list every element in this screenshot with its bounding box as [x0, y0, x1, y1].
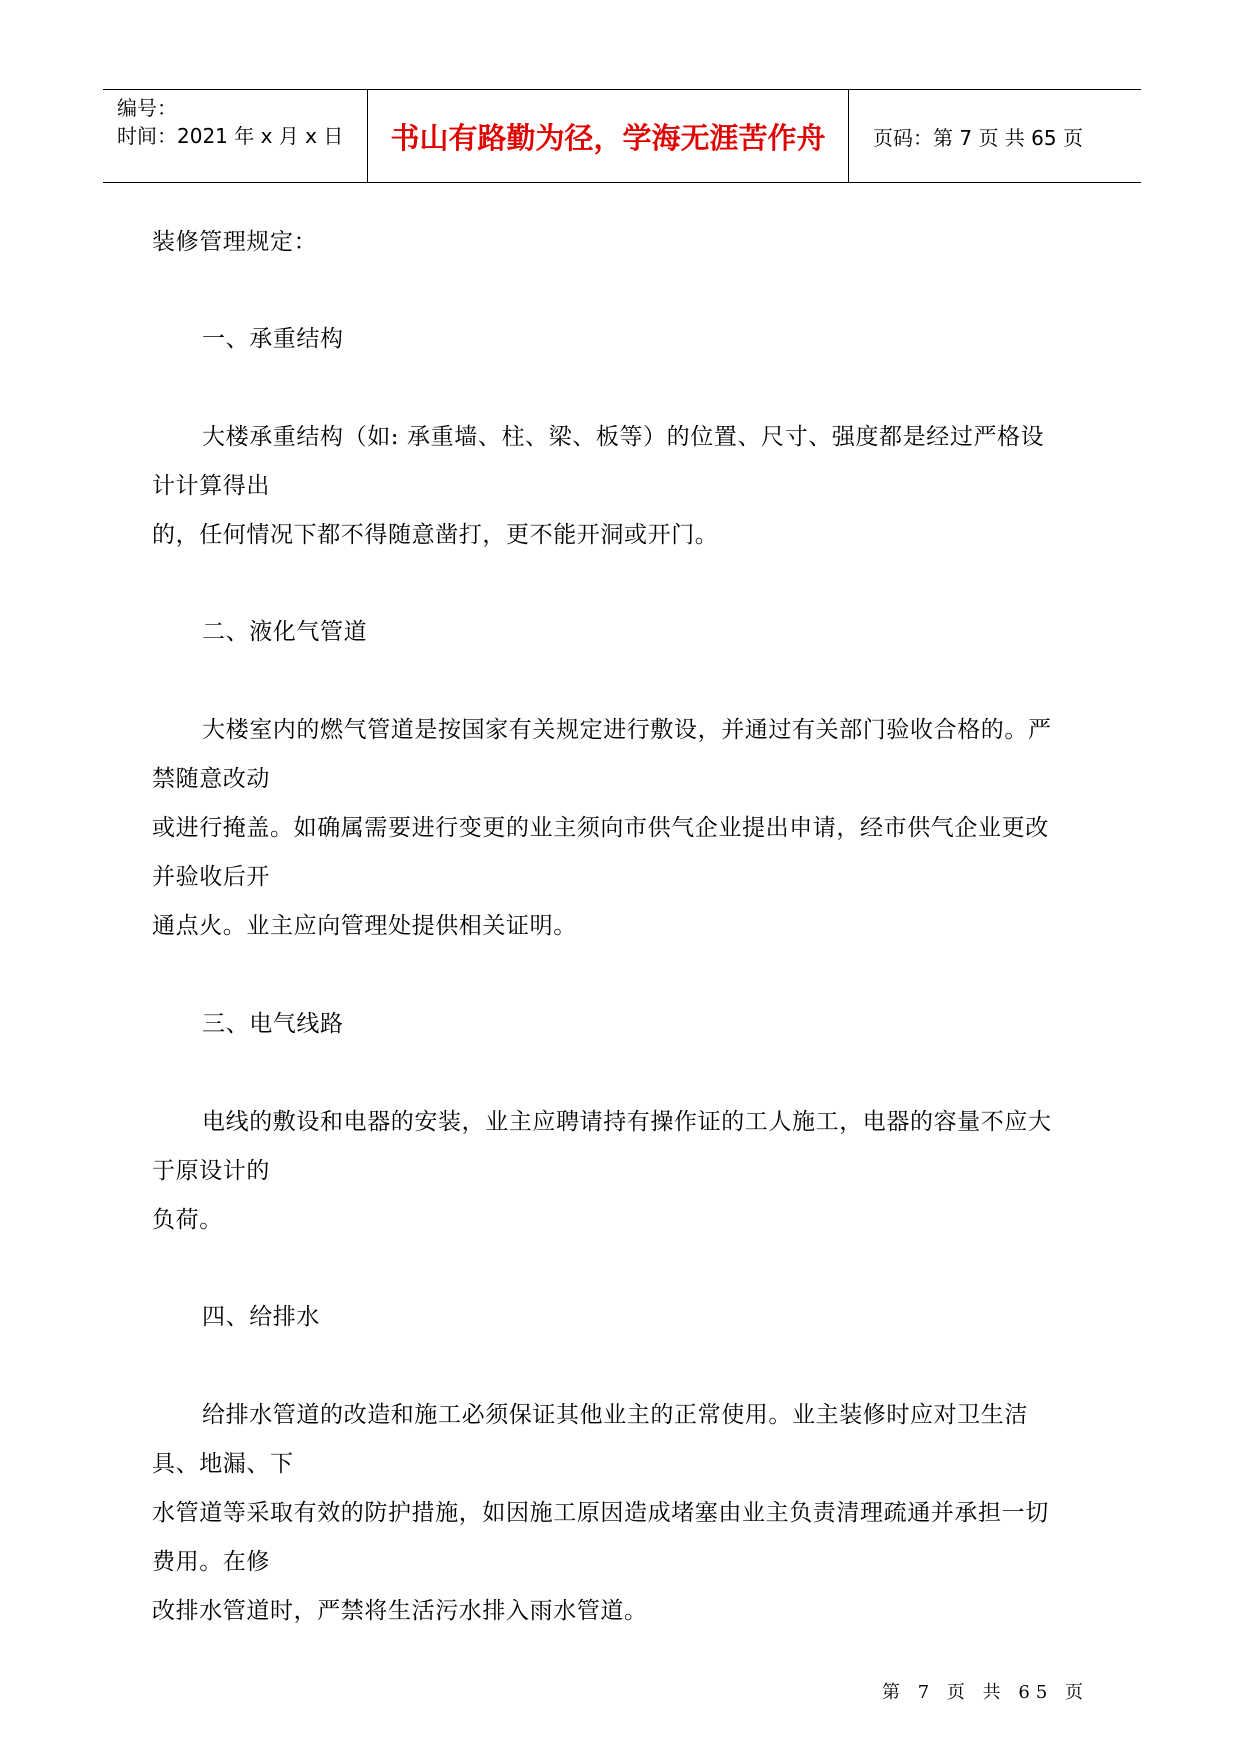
footer-page-number: 第 7 页 共 65 页	[882, 1682, 1089, 1703]
section-2-paragraph-line: 或进行掩盖。如确属需要进行变更的业主须向市供气企业提出申请，经市供气企业更改	[152, 815, 1049, 841]
document-number-label: 编号：	[117, 96, 177, 120]
section-3-paragraph-line: 电线的敷设和电器的安装，业主应聘请持有操作证的工人施工，电器的容量不应大	[202, 1109, 1052, 1135]
section-1-paragraph-line: 计计算得出	[152, 473, 270, 499]
section-4-paragraph-line: 给排水管道的改造和施工必须保证其他业主的正常使用。业主装修时应对卫生洁	[202, 1402, 1028, 1428]
section-3-heading: 三、电气线路	[202, 1011, 344, 1037]
section-2-heading: 二、液化气管道	[202, 619, 368, 645]
page-header	[103, 89, 1141, 183]
header-meta-cell	[103, 90, 368, 182]
section-2-paragraph-line: 禁随意改动	[152, 766, 270, 792]
header-motto: 书山有路勤为径，学海无涯苦作舟	[390, 120, 826, 155]
section-1-heading: 一、承重结构	[202, 326, 344, 352]
section-4-paragraph-line: 水管道等采取有效的防护措施，如因施工原因造成堵塞由业主负责清理疏通并承担一切	[152, 1500, 1049, 1526]
section-4-paragraph-line: 具、地漏、下	[152, 1451, 294, 1477]
document-title: 装修管理规定：	[152, 229, 318, 255]
section-2-paragraph-line: 并验收后开	[152, 864, 270, 890]
section-4-paragraph-line: 改排水管道时，严禁将生活污水排入雨水管道。	[152, 1598, 648, 1624]
section-2-paragraph-line: 通点火。业主应向管理处提供相关证明。	[152, 913, 577, 939]
header-motto-cell	[368, 90, 849, 182]
section-4-heading: 四、给排水	[202, 1304, 320, 1330]
section-4-paragraph-line: 费用。在修	[152, 1549, 270, 1575]
section-1-paragraph-line: 大楼承重结构（如: 承重墙、柱、梁、板等）的位置、尺寸、强度都是经过严格设	[202, 424, 1045, 450]
header-page-cell	[849, 90, 1141, 182]
header-page-info: 页码：第 7 页 共 65 页	[873, 125, 1083, 150]
document-time-label: 时间：2021 年 x 月 x 日	[117, 124, 344, 148]
section-3-paragraph-line: 于原设计的	[152, 1158, 270, 1184]
section-1-paragraph-line: 的，任何情况下都不得随意凿打，更不能开洞或开门。	[152, 522, 719, 548]
section-2-paragraph-line: 大楼室内的燃气管道是按国家有关规定进行敷设，并通过有关部门验收合格的。严	[202, 717, 1052, 743]
section-3-paragraph-line: 负荷。	[152, 1207, 223, 1233]
